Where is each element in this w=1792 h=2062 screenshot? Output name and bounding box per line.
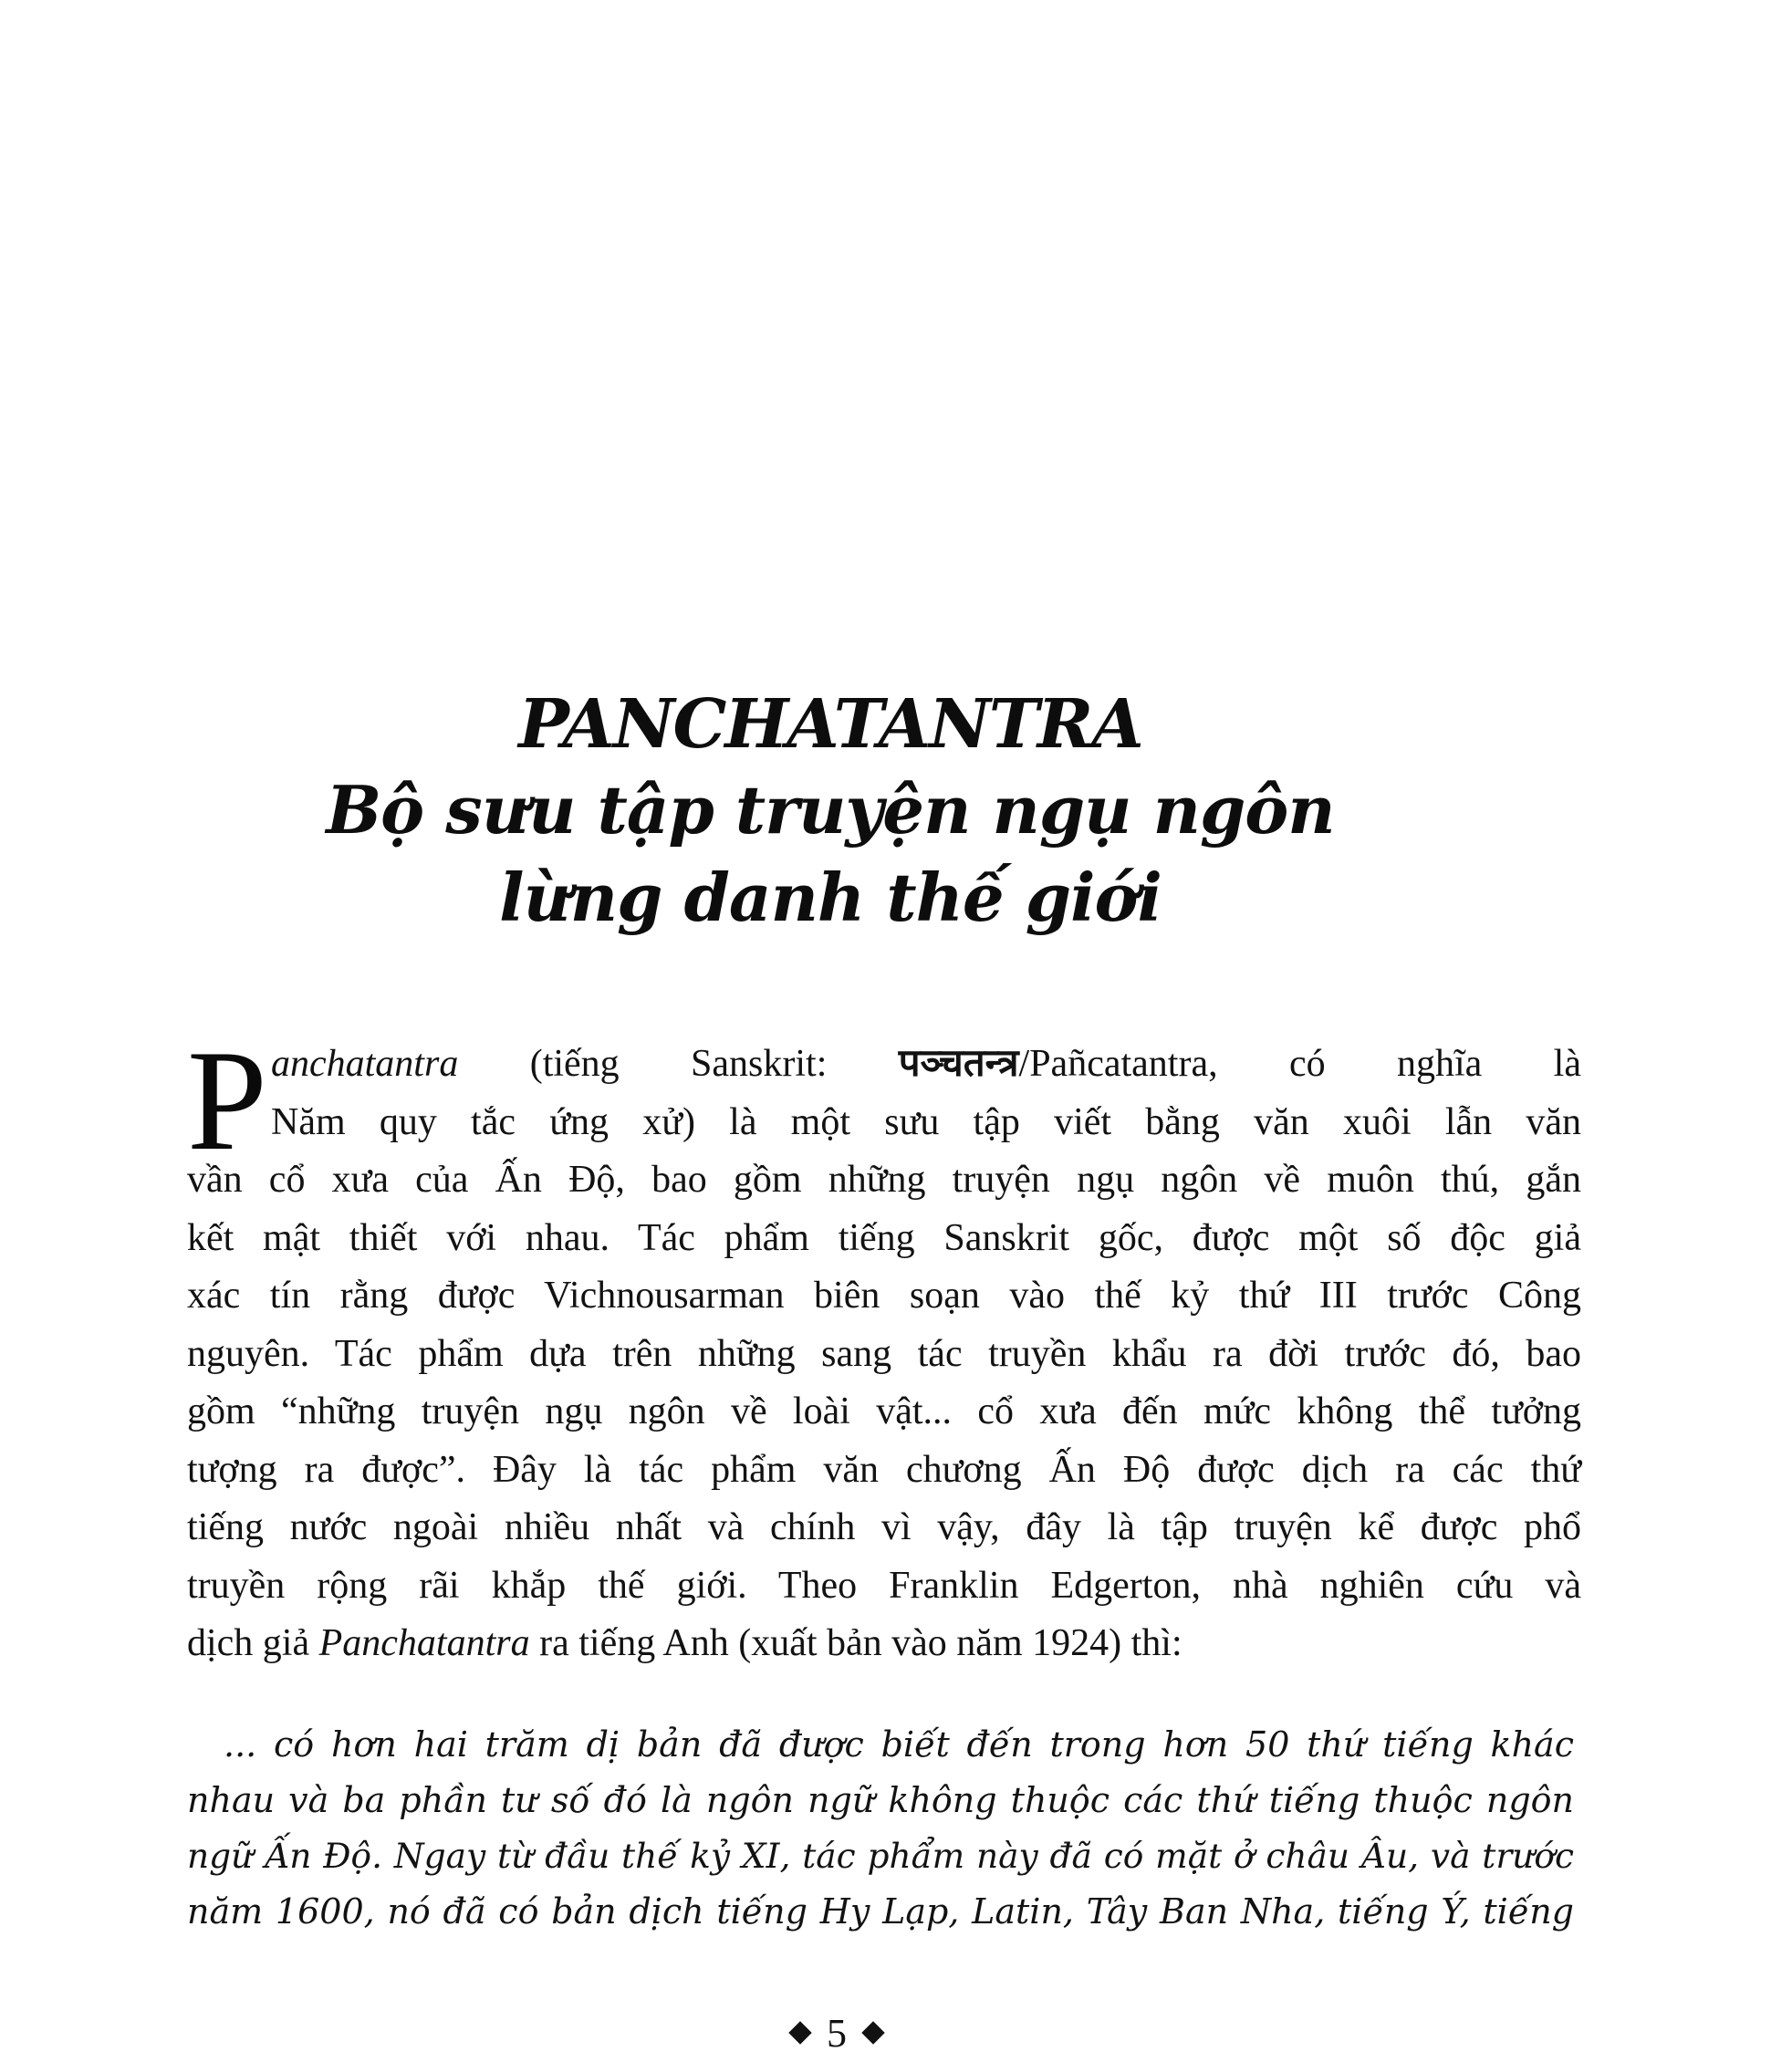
body-line: kết mật thiết với nhau. Tác phẩm tiếng Sanskrit gốc, được một số độc giả xyxy=(187,1216,1581,1259)
quote-line: ngữ Ấn Độ. Ngay từ đầu thế kỷ XI, tác phẩm này đã có mặt ở châu Âu, và trước xyxy=(187,1836,1574,1876)
title-subtitle-line-2: lừng danh thế giới xyxy=(499,859,1162,936)
body-line: vần cổ xưa của Ấn Độ, bao gồm những truyện ngụ ngôn về muôn thú, gắn xyxy=(187,1159,1581,1201)
title-main: PANCHATANTRA xyxy=(518,685,1142,764)
body-line: nguyên. Tác phẩm dựa trên những sang tác truyền khẩu ra đời trước đó, bao xyxy=(187,1332,1581,1375)
body-line: Năm quy tắc ứng xử) là một sưu tập viết bằng văn xuôi lẫn văn xyxy=(271,1100,1581,1143)
body-line xyxy=(187,1615,1581,1673)
italic-title-word: anchatantra xyxy=(271,1043,459,1085)
body-line: gồm “những truyện ngụ ngôn về loài vật... cổ xưa đến mức không thể tưởng xyxy=(187,1390,1581,1432)
page-number: 5 xyxy=(827,2010,847,2056)
italic-title-word: Panchatantra xyxy=(318,1622,530,1664)
block-quote xyxy=(187,1717,1574,1940)
body-line: truyền rộng rãi khắp thế giới. Theo Franklin Edgerton, nhà nghiên cứu và xyxy=(187,1564,1581,1607)
title-subtitle-line-1: Bộ sưu tập truyện ngụ ngôn xyxy=(326,771,1335,849)
quote-line: ... có hơn hai trăm dị bản đã được biết đến trong hơn 50 thứ tiếng khác xyxy=(224,1724,1574,1765)
body-paragraph xyxy=(187,1021,1581,1673)
diamond-icon xyxy=(861,2021,884,2044)
drop-cap: P xyxy=(187,1021,267,1181)
body-text-segment: ra tiếng Anh (xuất bản vào năm 1924) thì: xyxy=(529,1622,1183,1664)
body-line: xác tín rằng được Vichnousarman biên soạn vào thế kỷ thứ III trước Công xyxy=(187,1275,1581,1317)
devanagari-text: पञ्चतन्त्र xyxy=(898,1040,1019,1085)
diamond-icon xyxy=(788,2021,811,2044)
quote-line: năm 1600, nó đã có bản dịch tiếng Hy Lạp, Latin, Tây Ban Nha, tiếng Ý, tiếng xyxy=(187,1891,1574,1932)
body-line xyxy=(187,1034,1581,1094)
body-line: tượng ra được”. Đây là tác phẩm văn chương Ấn Độ được dịch ra các thứ xyxy=(187,1448,1581,1491)
body-text-segment: dịch giả xyxy=(187,1622,319,1664)
body-text-segment: /Pañcatantra, có nghĩa là xyxy=(1018,1043,1581,1085)
chapter-title xyxy=(274,682,1387,942)
body-text-segment: (tiếng Sanskrit: xyxy=(458,1043,899,1085)
body-line: tiếng nước ngoài nhiều nhất và chính vì vậy, đây là tập truyện kể được phổ xyxy=(187,1506,1581,1548)
page-footer xyxy=(759,2010,914,2056)
quote-line: nhau và ba phần tư số đó là ngôn ngữ không thuộc các thứ tiếng thuộc ngôn xyxy=(187,1780,1574,1820)
